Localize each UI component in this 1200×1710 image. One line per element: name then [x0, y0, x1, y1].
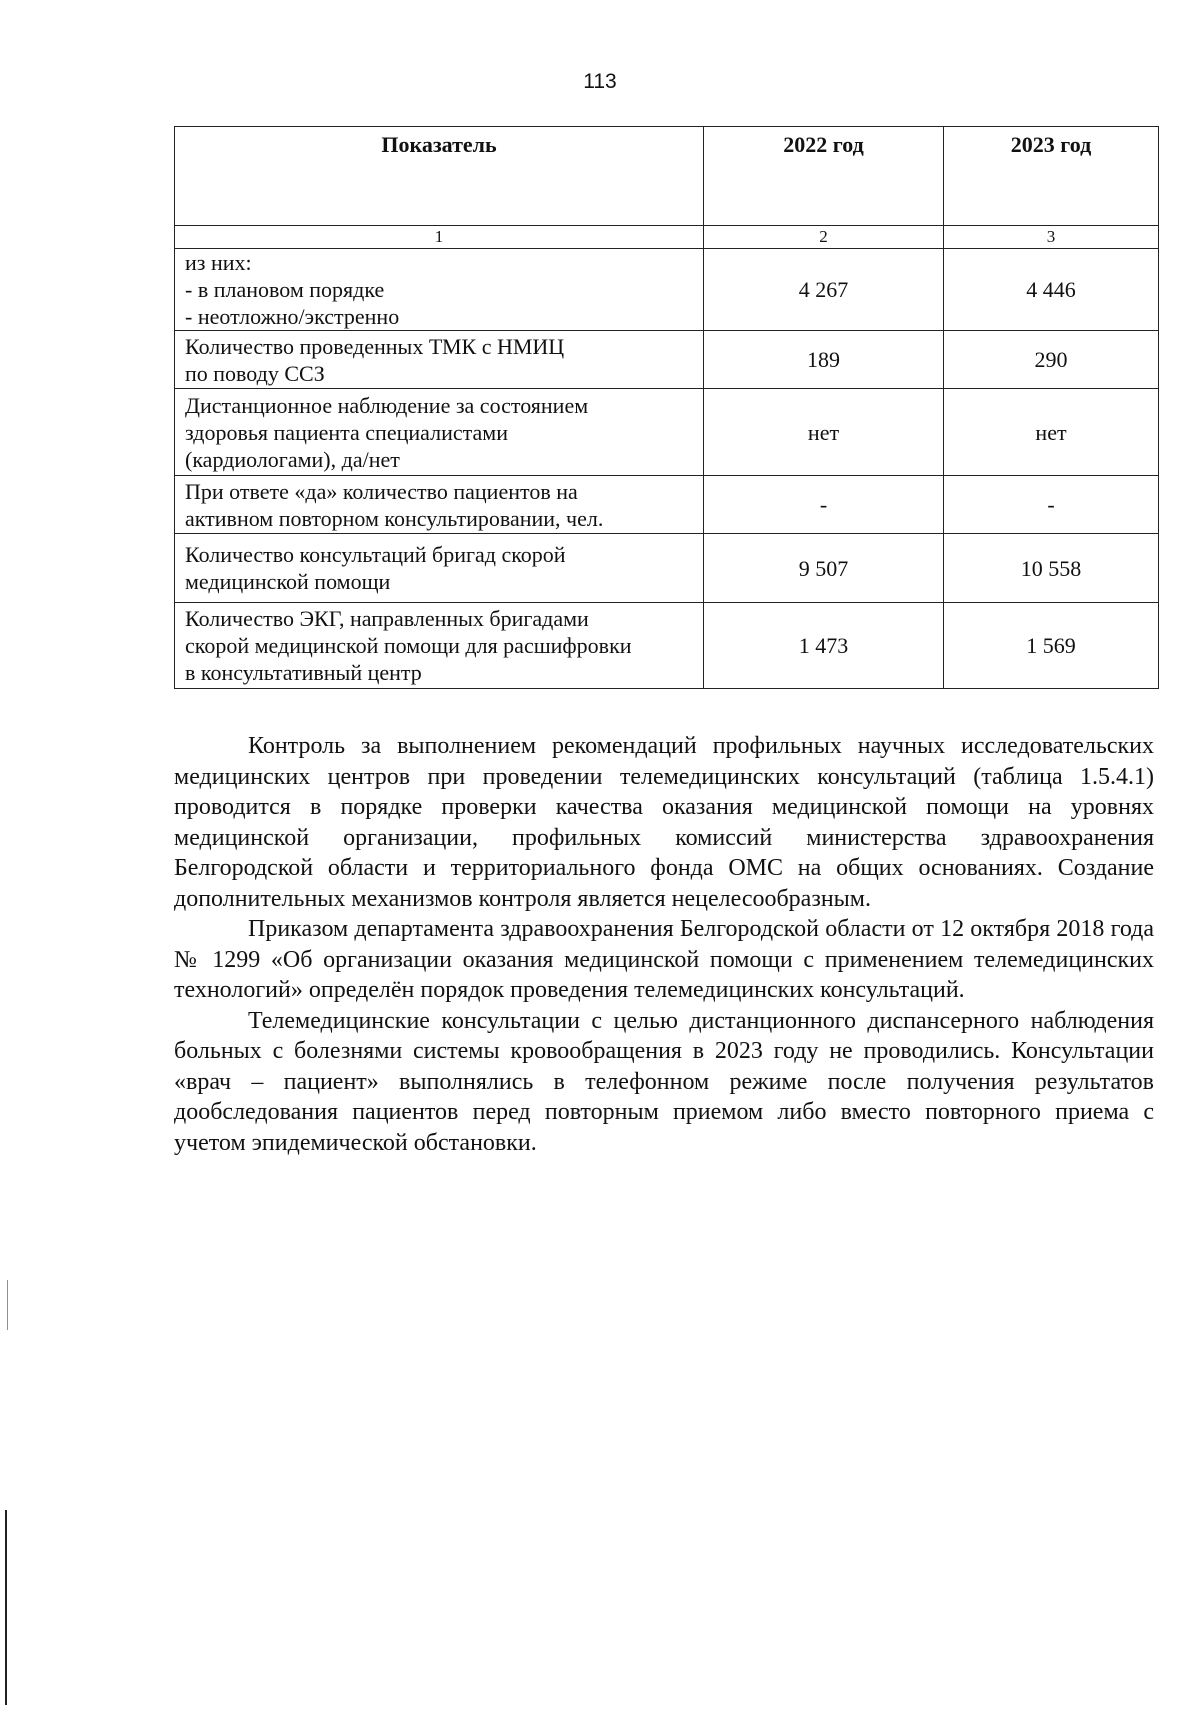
value-2022: - — [704, 476, 944, 534]
body-text — [174, 731, 1154, 1158]
header-indicator: Показатель — [175, 127, 704, 226]
table-row — [175, 249, 1159, 331]
row-label — [175, 389, 704, 476]
indicators-table — [174, 126, 1159, 689]
paragraph: Телемедицинские консультации с целью дистанционного диспансерного наблюдения больных с болезнями системы кровообращения в 2023 году не проводились. Консультации «врач – пациент» выполнялись в телефонном режиме после получения результатов дообследования пациентов перед повторным приемом либо вместо повторного приема с учетом эпидемической обстановки. — [174, 1007, 1154, 1156]
column-number-row — [175, 226, 1159, 249]
row-label-line: скорой медицинской помощи для расшифровки — [185, 633, 632, 658]
header-2022: 2022 год — [704, 127, 944, 226]
scan-edge-mark — [7, 1280, 8, 1330]
scan-edge-mark — [5, 1510, 7, 1705]
row-label — [175, 249, 704, 331]
row-label-line: активном повторном консультировании, чел. — [185, 505, 604, 531]
column-number: 1 — [175, 226, 704, 249]
value-2022: 4 267 — [704, 249, 944, 331]
table-row — [175, 331, 1159, 389]
value-2023: 4 446 — [944, 249, 1159, 331]
row-label-line: Количество консультаций бригад скорой — [185, 542, 566, 567]
row-label — [175, 534, 704, 603]
paragraph: Контроль за выполнением рекомендаций профильных научных исследовательских медицинских центров при проведении телемедицинских консультаций (таблица 1.5.4.1) проводится в порядке проверки качества оказания медицинской помощи на уровнях медицинской организации, профильных комиссий министерства здравоохранения Белгородской области и территориального фонда ОМС на общих основаниях. Создание дополнительных механизмов контроля является нецелесообразным. — [174, 733, 1154, 912]
value-2022: 9 507 — [704, 534, 944, 603]
row-label-line: - неотложно/экстренно — [185, 304, 400, 329]
value-2023: 290 — [944, 331, 1159, 389]
column-number: 2 — [704, 226, 944, 249]
row-label-line: - в плановом порядке — [185, 277, 385, 302]
column-number: 3 — [944, 226, 1159, 249]
row-label-line: медицинской помощи — [185, 569, 391, 594]
row-label-line: Дистанционное наблюдение за состоянием — [185, 392, 589, 418]
row-label-line: При ответе «да» количество пациентов на — [185, 478, 578, 504]
page-number: 113 — [583, 70, 617, 93]
paragraph: Приказом департамента здравоохранения Белгородской области от 12 октября 2018 года № 1299 «Об организации оказания медицинской помощи с применением телемедицинских технологий» определён порядок проведения телемедицинских консультаций. — [174, 916, 1154, 1003]
row-label-line: здоровья пациента специалистами — [185, 419, 508, 445]
table-row — [175, 603, 1159, 689]
row-label-line: по поводу ССЗ — [185, 360, 325, 386]
value-2023: 1 569 — [944, 603, 1159, 689]
row-label-line: Количество проведенных ТМК с НМИЦ — [185, 333, 565, 359]
row-label-line: (кардиологами), да/нет — [185, 446, 400, 472]
table-row — [175, 534, 1159, 603]
row-label-line: в консультативный центр — [185, 660, 422, 685]
row-label — [175, 331, 704, 389]
table-row — [175, 476, 1159, 534]
row-label — [175, 476, 704, 534]
header-2023: 2023 год — [944, 127, 1159, 226]
value-2022: нет — [704, 389, 944, 476]
table-header-row — [175, 127, 1159, 226]
value-2022: 189 — [704, 331, 944, 389]
row-label — [175, 603, 704, 689]
row-label-line: из них: — [185, 250, 252, 275]
value-2023: нет — [944, 389, 1159, 476]
row-label-line: Количество ЭКГ, направленных бригадами — [185, 606, 589, 631]
table-row — [175, 389, 1159, 476]
value-2023: - — [944, 476, 1159, 534]
value-2023: 10 558 — [944, 534, 1159, 603]
value-2022: 1 473 — [704, 603, 944, 689]
